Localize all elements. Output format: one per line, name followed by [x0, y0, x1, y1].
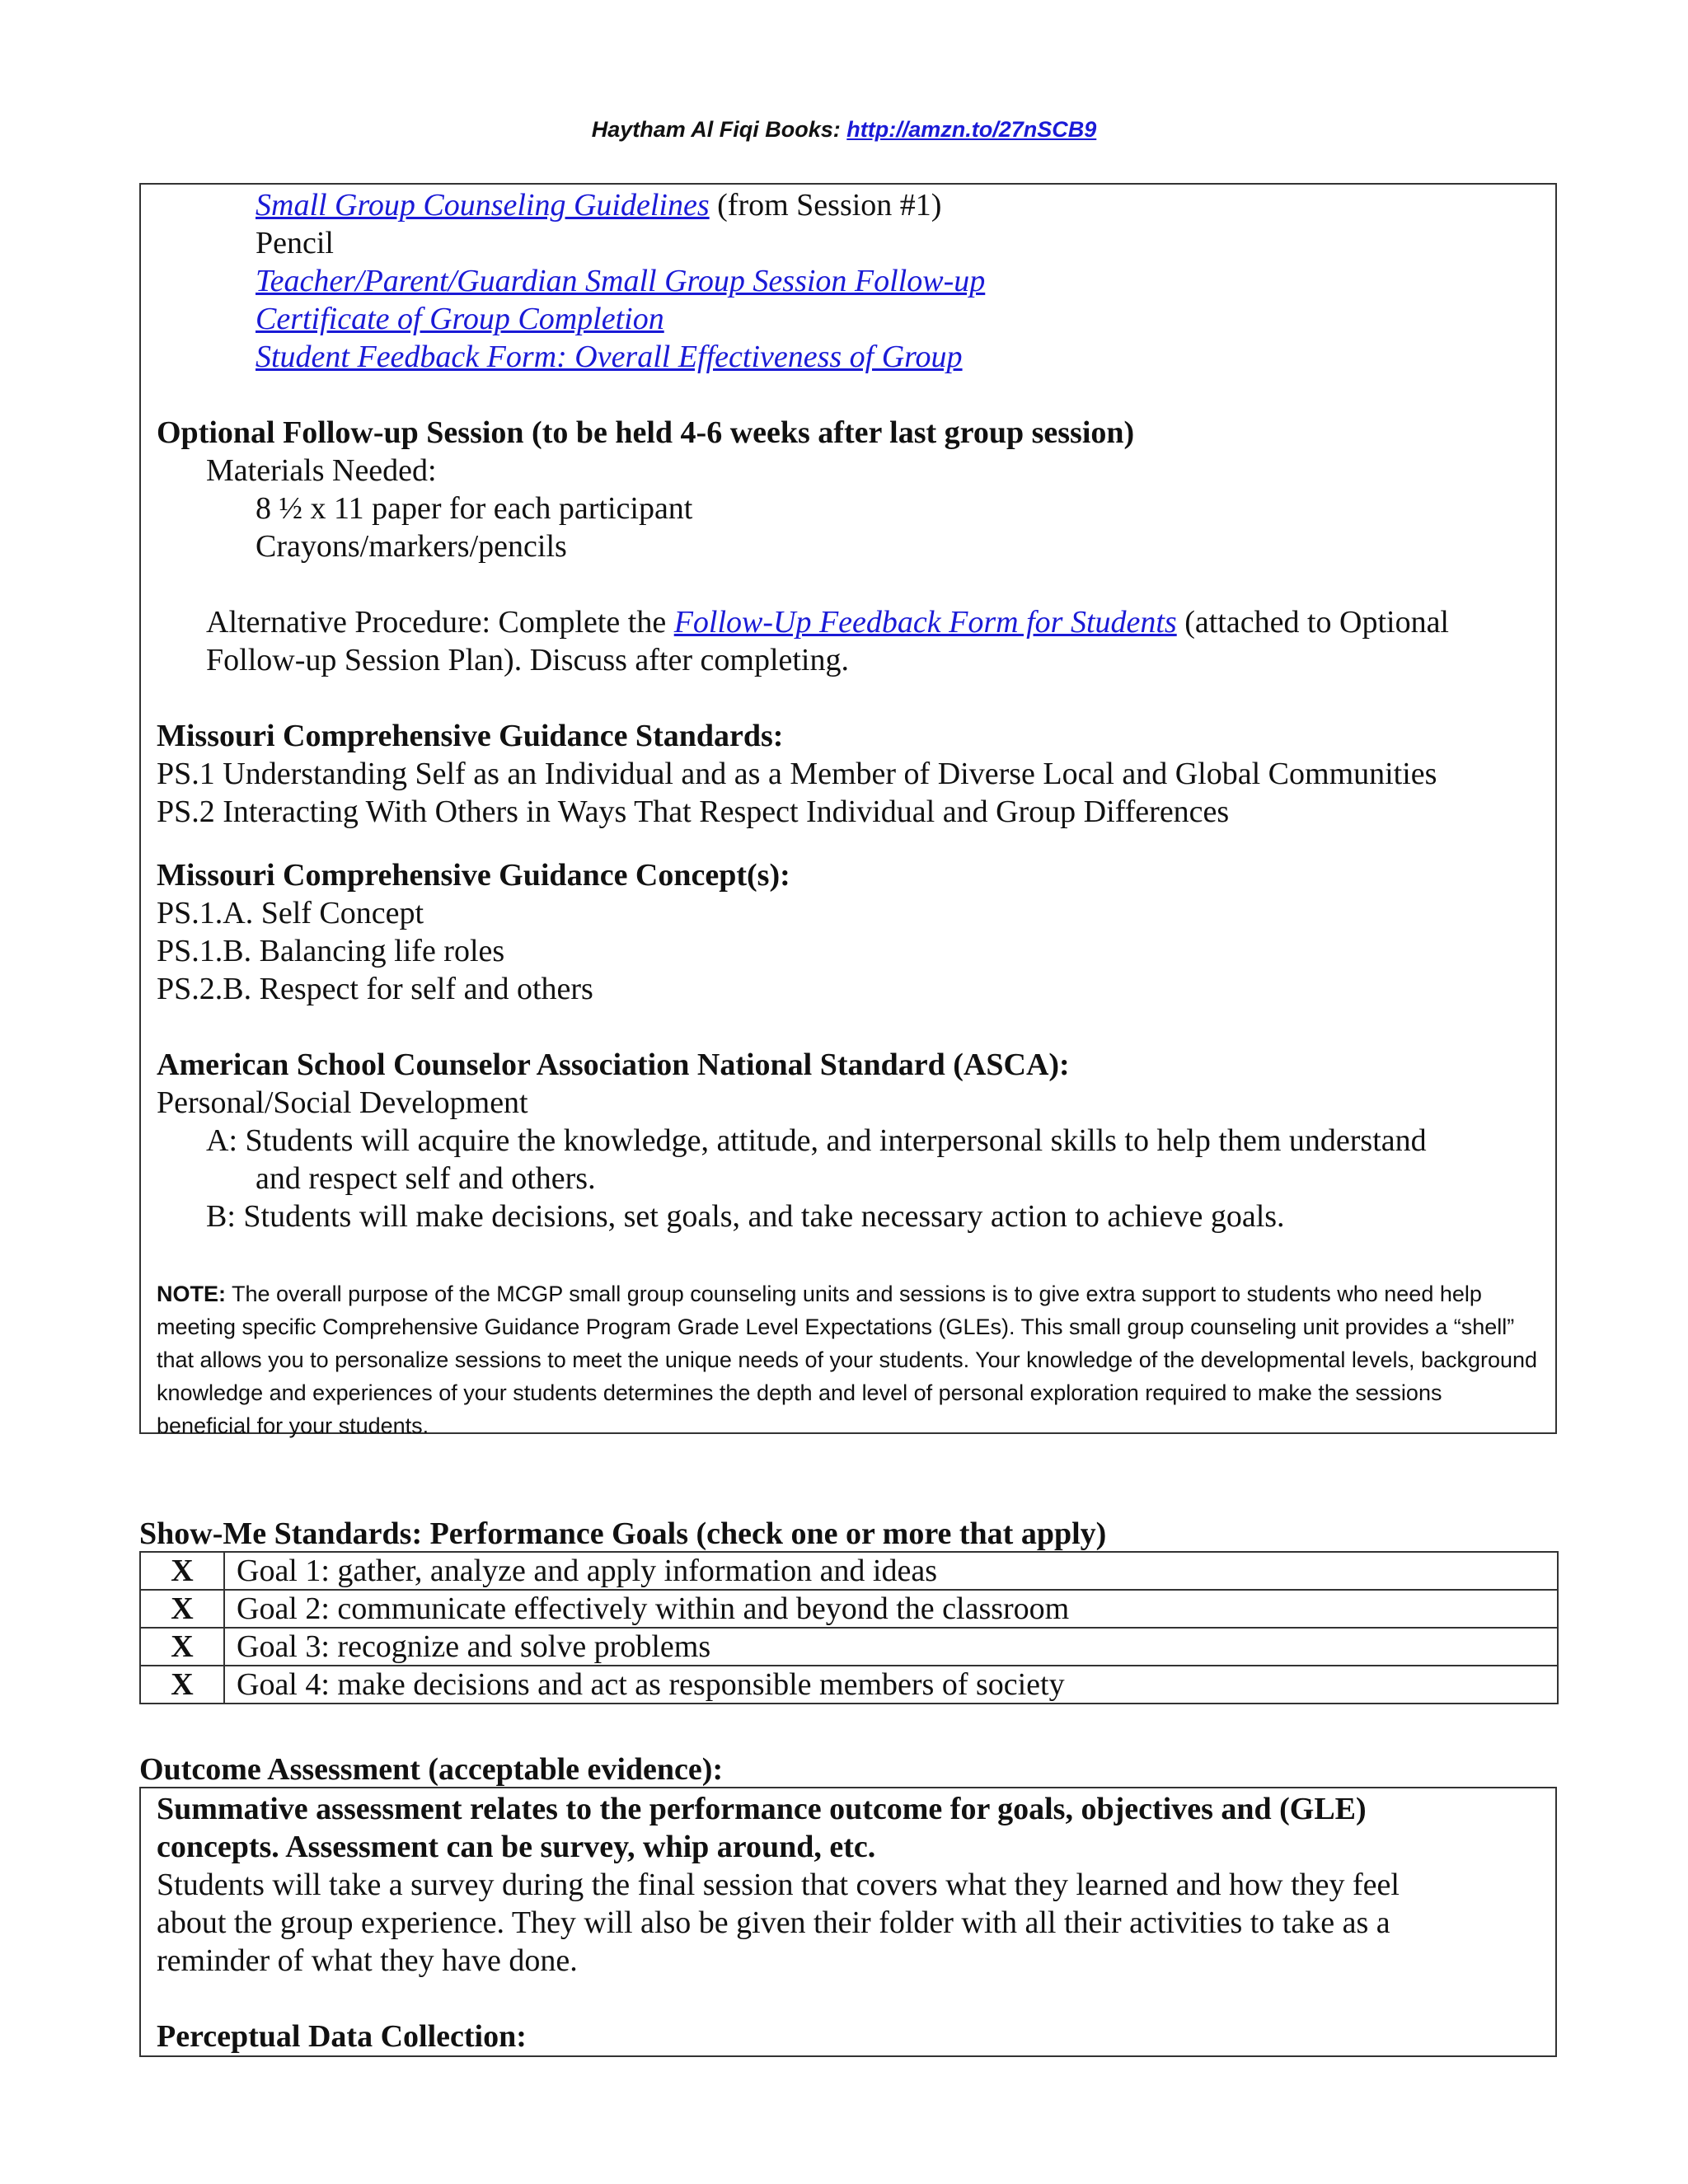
followup-feedback-form-link[interactable]: Follow-Up Feedback Form for Students — [673, 605, 1177, 640]
feedback-line — [256, 338, 963, 376]
followup-line — [256, 262, 985, 300]
concept-ps1b: PS.1.B. Balancing life roles — [157, 934, 505, 968]
header-link[interactable]: http://amzn.to/27nSCB9 — [846, 117, 1097, 142]
materials-item-crayons: Crayons/markers/pencils — [256, 529, 567, 564]
summative-line2: concepts. Assessment can be survey, whip around, etc. — [157, 1830, 876, 1864]
performance-goals-table — [139, 1551, 1559, 1704]
outcome-box — [139, 1787, 1557, 2057]
standard-ps1: PS.1 Understanding Self as an Individual and as a Member of Diverse Local and Global Communities — [157, 757, 1437, 791]
teacher-followup-link[interactable]: Teacher/Parent/Guardian Small Group Session Follow-up — [256, 264, 986, 298]
alt-suffix: (attached to Optional — [1176, 605, 1449, 640]
session-box — [139, 183, 1557, 1438]
goal-check[interactable]: X — [140, 1552, 224, 1590]
header-prefix: Haytham Al Fiqi Books: — [591, 117, 847, 142]
table-row — [140, 1628, 1558, 1666]
optional-heading: Optional Follow-up Session (to be held 4-6 weeks after last group session) — [157, 415, 1135, 450]
concept-ps1a: PS.1.A. Self Concept — [157, 896, 424, 930]
goal-text: Goal 2: communicate effectively within and beyond the classroom — [224, 1590, 1558, 1628]
concept-ps2b: PS.2.B. Respect for self and others — [157, 972, 593, 1006]
certificate-line — [256, 300, 664, 338]
asca-heading: American School Counselor Association National Standard (ASCA): — [157, 1047, 1070, 1082]
goal-text: Goal 3: recognize and solve problems — [224, 1628, 1558, 1666]
note-paragraph — [157, 1277, 1541, 1442]
goal-check[interactable]: X — [140, 1666, 224, 1704]
concepts-heading: Missouri Comprehensive Guidance Concept(s): — [157, 858, 790, 893]
asca-domain: Personal/Social Development — [157, 1085, 528, 1120]
perceptual-heading: Perceptual Data Collection: — [157, 2019, 527, 2054]
asca-standard-a-line2: and respect self and others. — [256, 1161, 596, 1196]
materials-label: Materials Needed: — [206, 453, 437, 488]
guidelines-link[interactable]: Small Group Counseling Guidelines — [256, 188, 710, 223]
table-row — [140, 1666, 1558, 1704]
summative-line1: Summative assessment relates to the performance outcome for goals, objectives and (GLE) — [157, 1792, 1367, 1826]
guidelines-line — [256, 186, 941, 224]
outcome-body-line1: Students will take a survey during the final session that covers what they learned and how they feel — [157, 1868, 1400, 1902]
outcome-body-line3: reminder of what they have done. — [157, 1943, 578, 1978]
alt-prefix: Alternative Procedure: Complete the — [206, 605, 674, 640]
note-label: NOTE: — [157, 1282, 226, 1306]
outcome-body-line2: about the group experience. They will also be given their folder with all their activities to take as a — [157, 1905, 1390, 1940]
table-row — [140, 1590, 1558, 1628]
goal-check[interactable]: X — [140, 1628, 224, 1666]
outcome-heading: Outcome Assessment (acceptable evidence): — [139, 1752, 724, 1787]
note-text: The overall purpose of the MCGP small group counseling units and sessions is to give extra support to students who need help meeting specific Comprehensive Guidance Program Grade Level Expectations (GLEs). This small group counseling unit provides a “shell” that allows you to personalize sessions to meet the unique needs of your students. Your knowledge of the developmental levels, background knowledge and experiences of your students determines the depth and level of personal exploration required to make the sessions beneficial for your students. — [157, 1282, 1538, 1438]
guidelines-suffix: (from Session #1) — [709, 188, 942, 223]
alternative-procedure-line1 — [206, 603, 1449, 641]
standard-ps2: PS.2 Interacting With Others in Ways That Respect Individual and Group Differences — [157, 794, 1230, 829]
certificate-link[interactable]: Certificate of Group Completion — [256, 302, 664, 336]
table-row — [140, 1552, 1558, 1590]
asca-standard-a-line1: A: Students will acquire the knowledge, attitude, and interpersonal skills to help them understand — [206, 1123, 1427, 1158]
pencil-item: Pencil — [256, 226, 334, 260]
show-me-heading: Show-Me Standards: Performance Goals (check one or more that apply) — [139, 1516, 1107, 1551]
standards-heading: Missouri Comprehensive Guidance Standards: — [157, 719, 784, 753]
goal-check[interactable]: X — [140, 1590, 224, 1628]
goal-text: Goal 1: gather, analyze and apply information and ideas — [224, 1552, 1558, 1590]
asca-standard-b: B: Students will make decisions, set goals, and take necessary action to achieve goals. — [206, 1199, 1285, 1234]
materials-item-paper: 8 ½ x 11 paper for each participant — [256, 491, 693, 526]
page-header — [0, 117, 1688, 143]
alternative-procedure-line2: Follow-up Session Plan). Discuss after completing. — [206, 643, 849, 677]
goal-text: Goal 4: make decisions and act as responsible members of society — [224, 1666, 1558, 1704]
student-feedback-link[interactable]: Student Feedback Form: Overall Effectiveness of Group — [256, 340, 963, 374]
